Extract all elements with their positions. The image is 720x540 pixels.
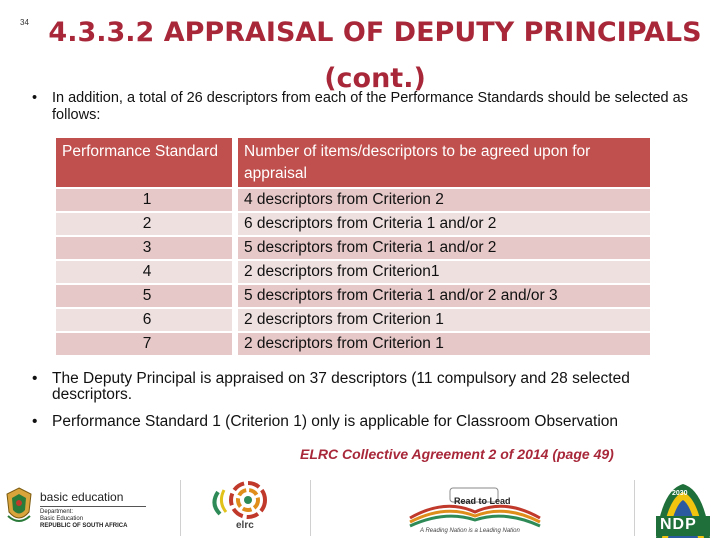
- elrc-logo: [200, 480, 280, 538]
- read-to-lead-slogan: A Reading Nation is a Leading Nation: [420, 528, 520, 534]
- coat-of-arms-icon: [4, 486, 34, 526]
- table-row: [56, 259, 650, 283]
- footer-divider: [634, 480, 635, 536]
- ndp-label: NDP: [660, 516, 697, 533]
- bullet-icon: •: [32, 413, 38, 430]
- descriptors-table: [56, 138, 650, 355]
- standard-cell: 5: [56, 283, 232, 307]
- deputy-bullet: [32, 371, 712, 403]
- descriptors-cell: 2 descriptors from Criterion 1: [238, 307, 650, 331]
- dbe-title: basic education: [40, 490, 124, 504]
- descriptors-cell: 2 descriptors from Criterion 1: [238, 331, 650, 355]
- descriptors-cell: 5 descriptors from Criteria 1 and/or 2 and/or 3: [238, 283, 650, 307]
- elrc-logo-icon: [200, 480, 280, 520]
- standard1-text: Performance Standard 1 (Criterion 1) only is applicable for Classroom Observation: [52, 413, 618, 430]
- page-title: [48, 10, 702, 102]
- descriptors-cell: 5 descriptors from Criteria 1 and/or 2: [238, 235, 650, 259]
- standard1-bullet: [32, 414, 712, 430]
- standard-cell: 2: [56, 211, 232, 235]
- standard-cell: 7: [56, 331, 232, 355]
- header-performance-standard: Performance Standard: [56, 138, 232, 187]
- footer-logos: [0, 472, 720, 540]
- table-row: [56, 187, 650, 211]
- basic-education-logo: [4, 486, 154, 530]
- intro-text: In addition, a total of 26 descriptors from each of the Performance Standards should be selected as follows:: [52, 90, 688, 123]
- table-row: [56, 331, 650, 355]
- descriptors-cell: 4 descriptors from Criterion 2: [238, 187, 650, 211]
- bullet-icon: •: [32, 90, 38, 106]
- standard-cell: 3: [56, 235, 232, 259]
- descriptors-cell: 2 descriptors from Criterion1: [238, 259, 650, 283]
- standard-cell: 4: [56, 259, 232, 283]
- footer-divider: [180, 480, 181, 536]
- table-row: [56, 307, 650, 331]
- standard-cell: 1: [56, 187, 232, 211]
- title-line-2: (cont.): [324, 63, 426, 94]
- standard-cell: 6: [56, 307, 232, 331]
- bullet-icon: •: [32, 370, 38, 387]
- reference-citation: ELRC Collective Agreement 2 of 2014 (page 49): [300, 446, 614, 462]
- ndp-year: 2030: [672, 490, 688, 497]
- deputy-text: The Deputy Principal is appraised on 37 descriptors (11 compulsory and 28 selected descriptors.: [52, 370, 630, 403]
- title-line-1: 4.3.3.2 APPRAISAL OF DEPUTY PRINCIPALS: [48, 17, 702, 48]
- table-row: [56, 283, 650, 307]
- dbe-divider: [40, 506, 146, 507]
- dbe-line-4: REPUBLIC OF SOUTH AFRICA: [40, 523, 128, 529]
- footer-divider: [310, 480, 311, 536]
- table-row: [56, 211, 650, 235]
- table-header-row: [56, 138, 650, 187]
- table-row: [56, 235, 650, 259]
- read-to-lead-logo: [400, 478, 550, 538]
- dbe-line-3: Basic Education: [40, 516, 84, 522]
- read-to-lead-label: Read to Lead: [454, 496, 511, 506]
- intro-bullet: [32, 90, 712, 124]
- header-descriptors: Number of items/descriptors to be agreed upon for appraisal: [238, 138, 650, 187]
- elrc-label: elrc: [236, 520, 254, 531]
- descriptors-cell: 6 descriptors from Criteria 1 and/or 2: [238, 211, 650, 235]
- dbe-line-2: Department:: [40, 509, 74, 515]
- ndp-2030-logo: [652, 480, 714, 540]
- slide-number: 34: [20, 18, 29, 27]
